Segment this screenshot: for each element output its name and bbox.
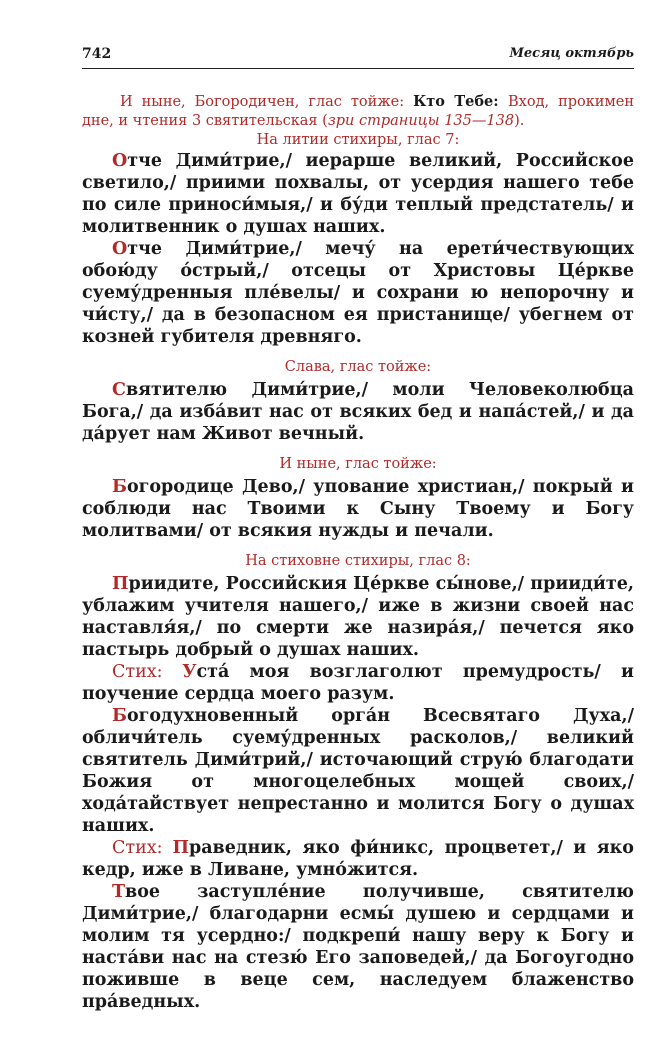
slava-verse: [82, 379, 634, 445]
drop-letter: Б: [112, 477, 127, 497]
drop-letter: Б: [112, 706, 127, 726]
verse-text: вое заступле́ние получивше, святителю Дими́трие,/ благодарни есмы́ душею и сердцами и молим тя усердно:/ подкрепи́ нашу веру к Богу и наста́ви нас на стезю́ Его заповедей,/ да Богоугодно поживше в веце сем, наследуем блаженство пра́ведных.: [82, 882, 634, 1012]
intro-part3: Вход, прокимен дне, и чтения 3 святительская (: [82, 94, 634, 129]
drop-letter: П: [112, 574, 129, 594]
stikhovne-verse-1: [82, 573, 634, 661]
heading-nyne: И ныне, глас тойже:: [279, 456, 437, 472]
stikhovne-verse-3: [82, 881, 634, 1013]
stikh-1: [82, 661, 634, 705]
litiya-verse-1: [82, 150, 634, 238]
stikh-2: [82, 837, 634, 881]
stikhovne-verse-2: [82, 705, 634, 837]
intro-part5: ).: [514, 113, 525, 129]
drop-letter: Т: [112, 882, 126, 902]
litiya-verse-2: [82, 238, 634, 348]
verse-text: вятителю Дими́трие,/ моли Человеколюбца Бога,/ да изба́вит нас от всяких бед и напа́стей,/ и да да́рует нам Живот вечный.: [82, 380, 634, 444]
heading-stikhovne: На стиховне стихиры, глас 8:: [245, 553, 471, 569]
drop-letter: С: [112, 380, 126, 400]
drop-letter: У: [182, 662, 197, 682]
heading-slava: Слава, глас тойже:: [284, 359, 432, 375]
running-title: Месяц октябрь: [509, 46, 634, 61]
verse-text: риидите, Российския Це́ркве сы́нове,/ прииди́те, ублажим учителя нашего,/ иже в жизни своей нас наставля́я,/ по смерти же назира́я,/ печется яко пастырь добрый о душах наших.: [82, 574, 634, 660]
drop-letter: О: [112, 151, 128, 171]
verse-text: огодухновенный орга́н Всесвятаго Духа,/ обличи́тель суему́дренных расколов,/ великий святитель Дими́трий,/ источающий струю́ благодати Божия от многоцелебных мощей своих,/ хода́тайствует непрестанно и молится Богу о душах наших.: [82, 706, 634, 836]
intro-rubric: [82, 92, 634, 131]
verse-text: ста́ моя возглаголют премудрость/ и поучение сердца моего разум.: [82, 662, 634, 704]
drop-letter: О: [112, 239, 128, 259]
page-header: [82, 44, 634, 69]
verse-text: огородице Дево,/ упование христиан,/ покрый и соблюди нас Твоими к Сыну Твоему и Богу молитвами/ от всякия нужды и печали.: [82, 477, 634, 541]
verse-text: тче Дими́трие,/ мечу́ на ерети́чествующих обою́ду о́стрый,/ отсецы от Христовы Це́ркве суему́дренныя пле́велы/ и сохрани ю непорочну и чи́сту,/ да в безопасном ея пристанище/ убегнем от козней губителя древняго.: [82, 239, 634, 347]
nyne-verse: [82, 476, 634, 542]
intro-part1: И ныне, Богородичен, глас тойже:: [120, 94, 414, 110]
stikh-label: Стих:: [112, 662, 183, 682]
verse-text: тче Дими́трие,/ иерарше великий, Российское светило,/ приими похвалы, от усердия нашего тебе по силе приноси́мыя,/ и бу́ди теплый предстатель/ и молитвенник о душах наших.: [82, 151, 634, 237]
stikh-label: Стих:: [112, 838, 173, 858]
page-content: [82, 92, 634, 1013]
heading-litiya: На литии стихиры, глас 7:: [256, 132, 460, 148]
drop-letter: П: [172, 838, 189, 858]
intro-part2: Кто Тебе:: [413, 93, 508, 110]
page-number: 742: [82, 46, 112, 62]
intro-part4: зри страницы 135—138: [327, 113, 515, 129]
verse-text: раведник, яко фи́никс, процветет,/ и яко кедр, иже в Ливане, умно́жится.: [82, 838, 634, 880]
